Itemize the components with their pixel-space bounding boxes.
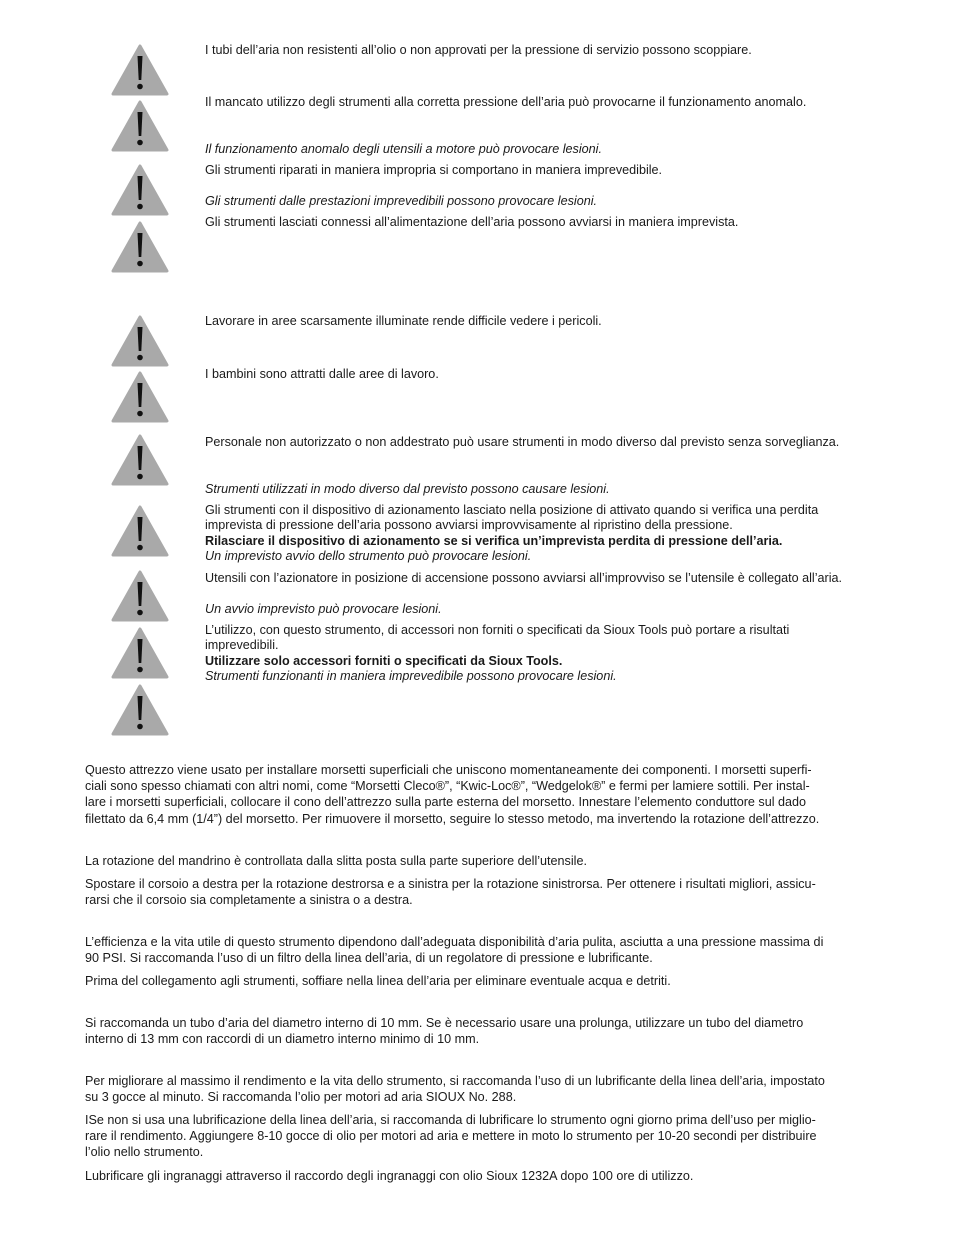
warning-triangle-icon bbox=[111, 434, 169, 486]
warning-triangle-icon bbox=[111, 221, 169, 273]
warning-triangle-icon bbox=[111, 371, 169, 423]
warning-text: Utensili con l’azionatore in posizione di accensione possono avviarsi all’improvviso se l’utensile è collegato all’aria. bbox=[205, 571, 843, 585]
warning-consequence: Gli strumenti dalle prestazioni imprevedibili possono provocare lesioni. bbox=[205, 194, 597, 208]
hose-paragraph: Si raccomanda un tubo d’aria del diametro interno di 10 mm. Se è necessario usare una prolunga, utilizzare un tubo del diametro interno di 13 mm con raccordi di un diametro interno minimo di 10 mm. bbox=[85, 1016, 804, 1047]
warning-text: imprevista di pressione dell’aria possono avviarsi improvvisamente al ripristino della pressione. bbox=[205, 518, 733, 532]
air-line-paragraph: Prima del collegamento agli strumenti, soffiare nella linea dell’aria per eliminare eventuale acqua e detriti. bbox=[85, 974, 671, 988]
daily-lubrication-paragraph: ISe non si usa una lubrificazione della linea dell’aria, si raccomanda di lubrificare lo strumento ogni giorno prima dell’uso per miglio- rare il rendimento. Aggiungere 8-10 gocce di olio per motori ad aria e mettere in moto lo strumento per 10-20 secondi per distribuire l’olio nello strumento. bbox=[85, 1113, 817, 1160]
warning-consequence: Strumenti utilizzati in modo diverso dal previsto possono causare lesioni. bbox=[205, 482, 610, 496]
warning-text: Gli strumenti lasciati connessi all’alimentazione dell’aria possono avviarsi in maniera imprevista. bbox=[205, 215, 739, 229]
warning-triangle-icon bbox=[111, 315, 169, 367]
warning-triangle-icon bbox=[111, 570, 169, 622]
warning-instruction: Utilizzare solo accessori forniti o specificati da Sioux Tools. bbox=[205, 654, 563, 668]
warning-triangle-icon bbox=[111, 684, 169, 736]
warning-instruction: Rilasciare il dispositivo di azionamento se si verifica un’imprevista perdita di pressione dell’aria. bbox=[205, 534, 783, 548]
warning-triangle-icon bbox=[111, 100, 169, 152]
slider-paragraph: Spostare il corsoio a destra per la rotazione destrorsa e a sinistra per la rotazione sinistrorsa. Per ottenere i risultati migliori, assicu- rarsi che il corsoio sia completamente a sinistra o a destra. bbox=[85, 877, 816, 908]
warning-text: L’utilizzo, con questo strumento, di accessori non forniti o specificati da Sioux Tools può portare a risultati bbox=[205, 623, 790, 637]
warning-consequence: Strumenti funzionanti in maniera imprevedibile possono provocare lesioni. bbox=[205, 669, 617, 683]
warning-text: Il mancato utilizzo degli strumenti alla corretta pressione dell’aria può provocarne il funzionamento anomalo. bbox=[205, 95, 807, 109]
warning-text: I tubi dell’aria non resistenti all’olio o non approvati per la pressione di servizio possono scoppiare. bbox=[205, 43, 752, 57]
warning-text: I bambini sono attratti dalle aree di lavoro. bbox=[205, 367, 439, 381]
warning-consequence: Un avvio imprevisto può provocare lesioni. bbox=[205, 602, 442, 616]
warning-text: Gli strumenti con il dispositivo di azionamento lasciato nella posizione di attivato quando si verifica una perdita bbox=[205, 503, 819, 517]
lubrication-paragraph: Per migliorare al massimo il rendimento e la vita dello strumento, si raccomanda l’uso di un lubrificante della linea dell’aria, impostato su 3 gocce al minuto. Si raccomanda l’olio per motori ad aria SIOUX No. 288. bbox=[85, 1074, 825, 1105]
warning-text: imprevedibili. bbox=[205, 638, 279, 652]
warning-triangle-icon bbox=[111, 44, 169, 96]
rotation-paragraph: La rotazione del mandrino è controllata dalla slitta posta sulla parte superiore dell’utensile. bbox=[85, 854, 587, 868]
warning-text: Lavorare in aree scarsamente illuminate rende difficile vedere i pericoli. bbox=[205, 314, 602, 328]
warning-text: Personale non autorizzato o non addestrato può usare strumenti in modo diverso dal previsto senza sorveglianza. bbox=[205, 435, 840, 449]
warning-triangle-icon bbox=[111, 627, 169, 679]
description-paragraph: Questo attrezzo viene usato per installare morsetti superficiali che uniscono momentaneamente dei componenti. I morsetti superfi- ciali sono spesso chiamati con altri nomi, come “Morsetti Cleco®”, “Kwic-Loc®”, “Wedgelok®” e fermi per lamiere sottili. Per instal- lare i morsetti superficiali, collocare il cono dell’attrezzo sulla parte esterna del morsetto. Innestare l’elemento conduttore sul dado filettato da 6,4 mm (1/4”) del morsetto. Per rimuovere il morsetto, seguire lo stesso metodo, ma invertendo la rotazione dell’attrezzo. bbox=[85, 763, 820, 826]
gear-lubrication-paragraph: Lubrificare gli ingranaggi attraverso il raccordo degli ingranaggi con olio Sioux 1232A dopo 100 ore di utilizzo. bbox=[85, 1169, 694, 1183]
warning-triangle-icon bbox=[111, 164, 169, 216]
warning-consequence: Il funzionamento anomalo degli utensili a motore può provocare lesioni. bbox=[205, 142, 602, 156]
warning-consequence: Un imprevisto avvio dello strumento può provocare lesioni. bbox=[205, 549, 532, 563]
warning-text: Gli strumenti riparati in maniera impropria si comportano in maniera imprevedibile. bbox=[205, 163, 663, 177]
warning-triangle-icon bbox=[111, 505, 169, 557]
air-supply-paragraph: L’efficienza e la vita utile di questo strumento dipendono dall’adeguata disponibilità d’aria pulita, asciutta a una pressione massima di 90 PSI. Si raccomanda l’uso di un filtro della linea dell’aria, di un regolatore di pressione e lubrificante. bbox=[85, 935, 824, 966]
